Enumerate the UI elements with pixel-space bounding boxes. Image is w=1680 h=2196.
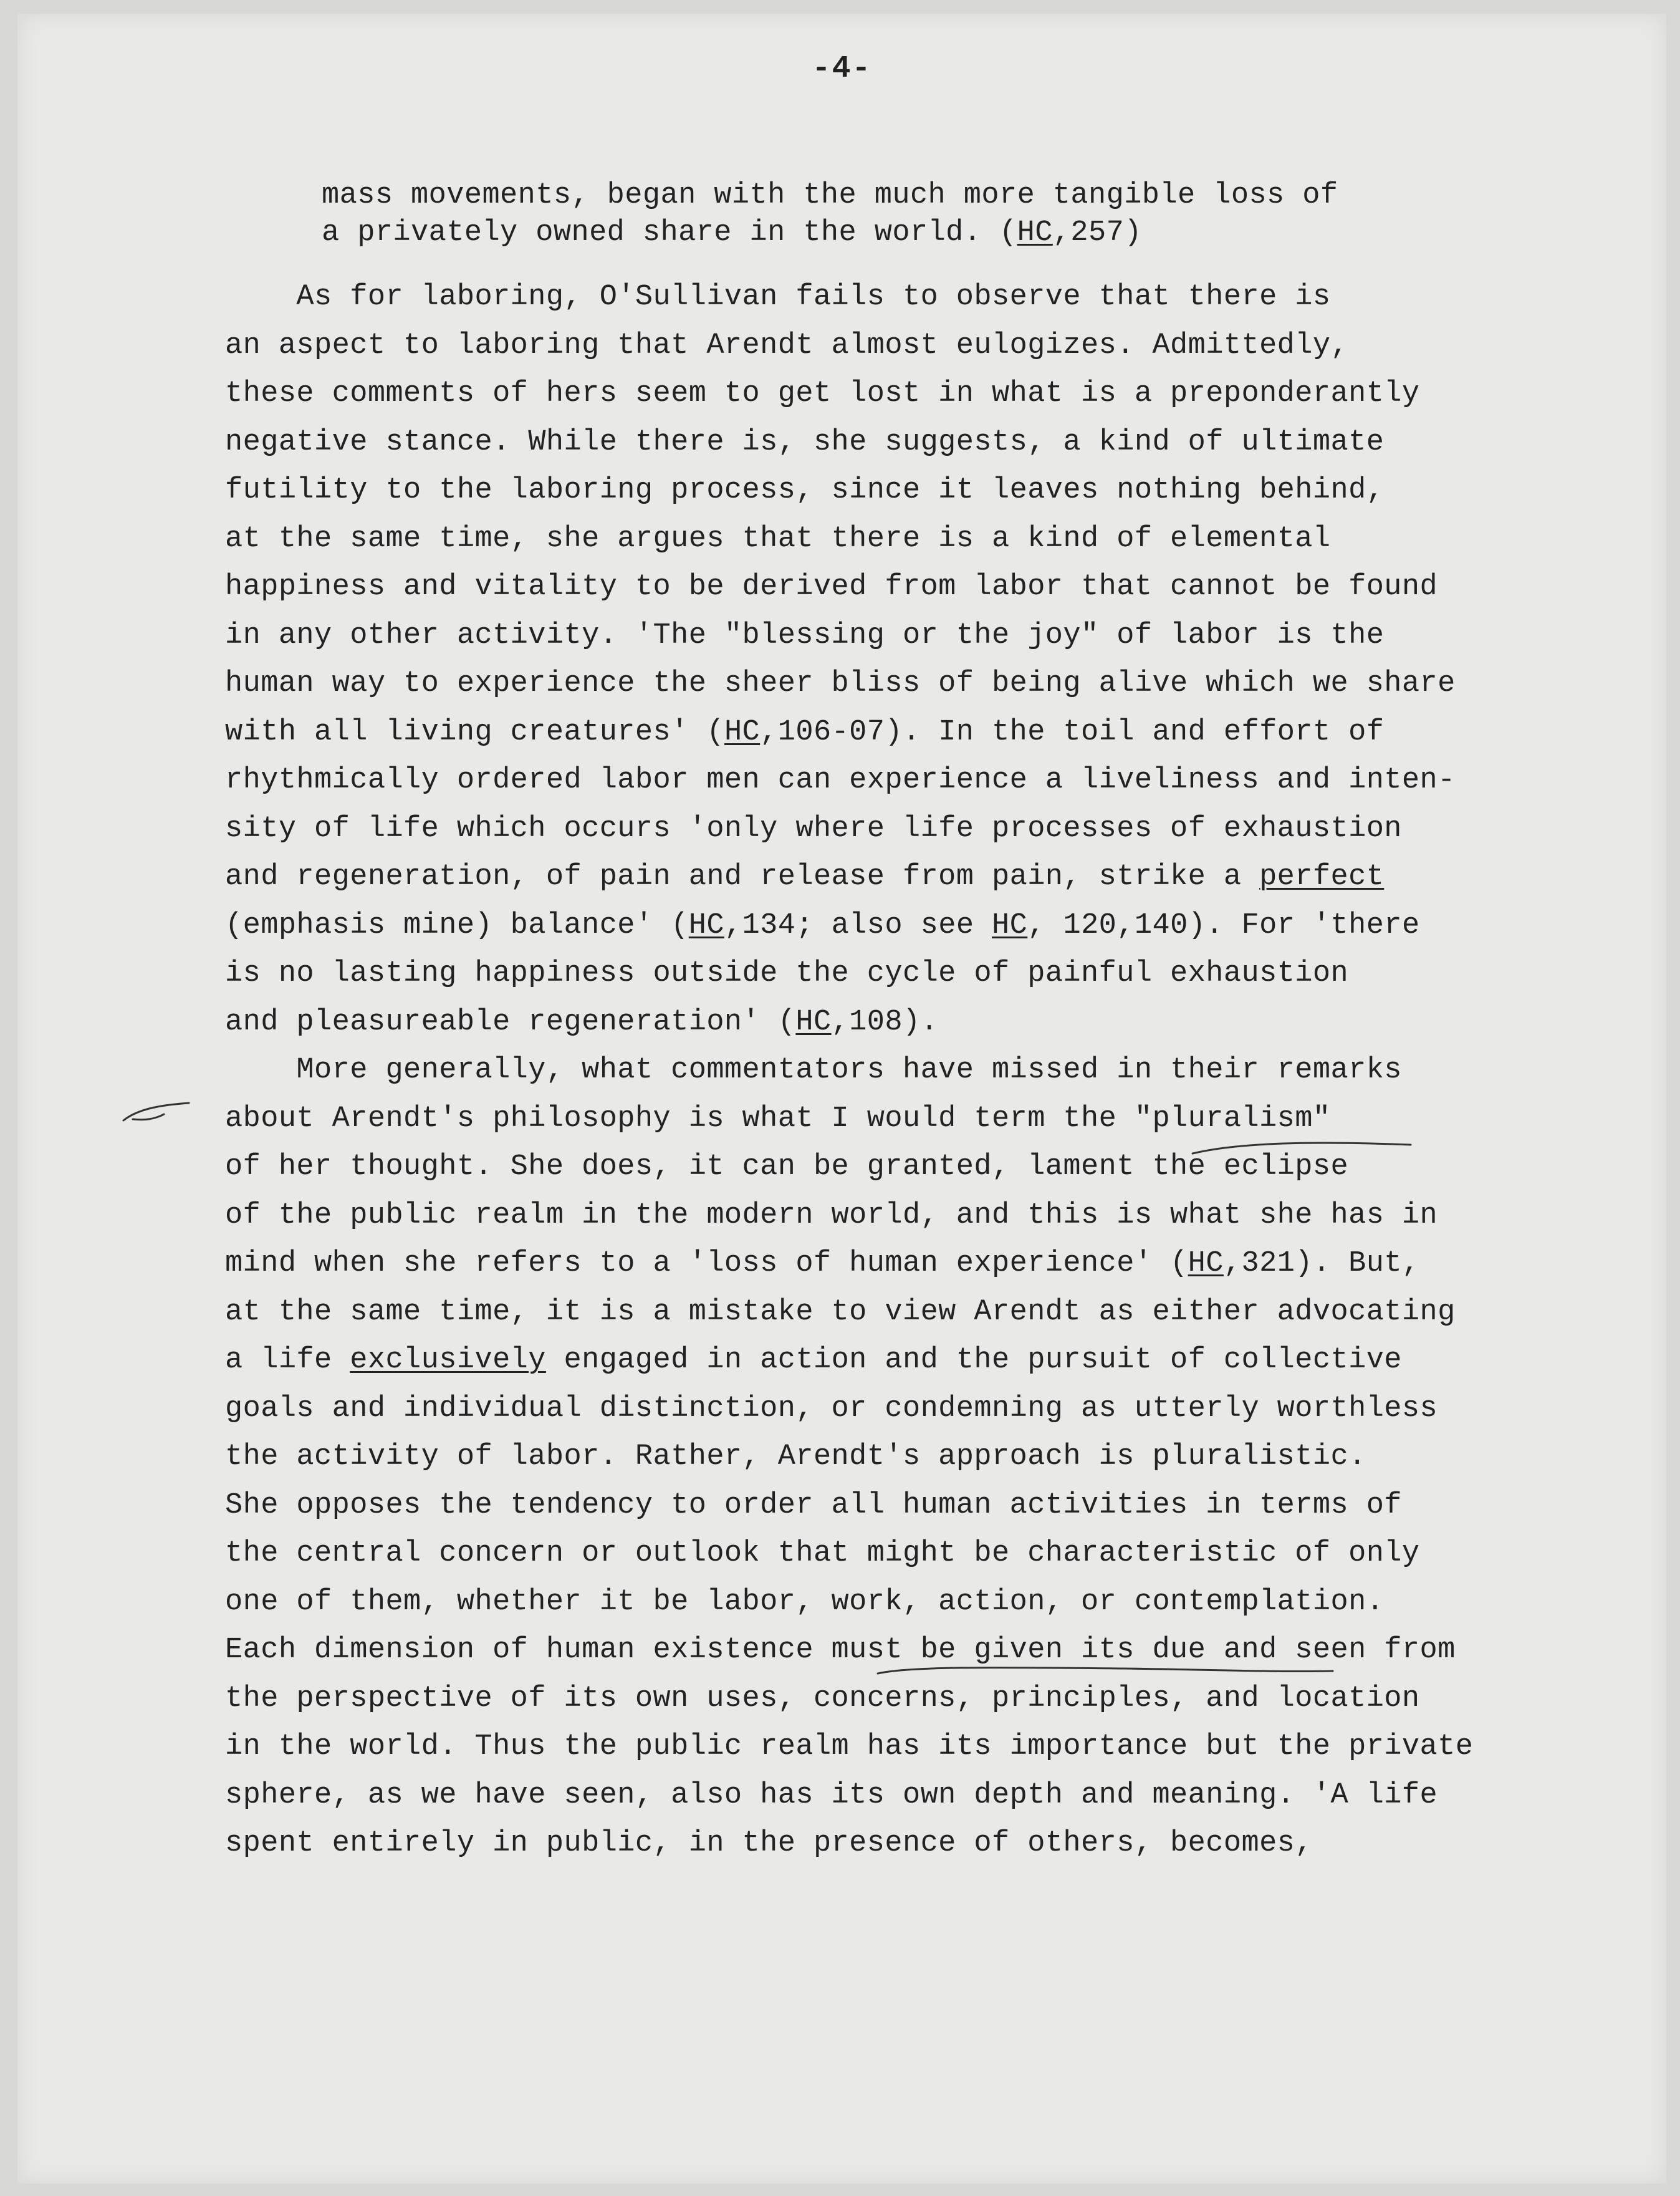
paragraph-line: in the world. Thus the public realm has its importance but the private [225,1730,1474,1763]
pen-underline [1189,1136,1414,1161]
emphasis-perfect: perfect [1259,860,1385,893]
paragraph-line: and pleasureable regeneration' (HC,108). [225,1006,939,1039]
paragraph-line: with all living creatures' (HC,106-07). In the toil and effort of [225,716,1385,749]
margin-checkmark-icon [120,1096,195,1133]
quote-line: mass movements, began with the much more tangible loss of [322,179,1338,212]
paragraph-line: at the same time, she argues that there is a kind of elemental [225,523,1331,556]
paragraph-line: the perspective of its own uses, concerns, principles, and location [225,1682,1420,1715]
paragraph-line: More generally, what commentators have missed in their remarks [225,1054,1402,1087]
paragraph-line: at the same time, it is a mistake to view Arendt as either advocating [225,1296,1456,1329]
paragraph-line: a life exclusively engaged in action and the pursuit of collective [225,1344,1402,1377]
paragraph-line: human way to experience the sheer bliss of being alive which we share [225,667,1456,700]
paragraph-line: is no lasting happiness outside the cycle of painful exhaustion [225,957,1349,990]
paragraph-line: an aspect to laboring that Arendt almost eulogizes. Admittedly, [225,329,1349,362]
page-number: -4- [812,51,872,87]
paragraph-line: She opposes the tendency to order all human activities in terms of [225,1489,1402,1522]
paragraph-line: these comments of hers seem to get lost in what is a preponderantly [225,377,1420,410]
paragraph-line: As for laboring, O'Sullivan fails to observe that there is [225,281,1331,314]
document-page [17,14,1666,2184]
paragraph-line: sity of life which occurs 'only where life processes of exhaustion [225,812,1402,845]
citation-hc: HC [795,1006,832,1039]
paragraph-line: in any other activity. 'The "blessing or the joy" of labor is the [225,619,1385,652]
paragraph-line: about Arendt's philosophy is what I would term the "pluralism" [225,1102,1331,1135]
paragraph-line: mind when she refers to a 'loss of human experience' (HC,321). But, [225,1247,1420,1280]
citation-hc: HC [1188,1247,1224,1280]
pen-underline [875,1660,1336,1685]
paragraph-line: sphere, as we have seen, also has its own depth and meaning. 'A life [225,1779,1438,1812]
paragraph-line: futility to the laboring process, since it leaves nothing behind, [225,474,1385,507]
paragraph-line: spent entirely in public, in the presence of others, becomes, [225,1827,1313,1860]
citation-hc: HC [1017,216,1053,249]
citation-hc: HC [688,909,724,942]
paragraph-line: the activity of labor. Rather, Arendt's approach is pluralistic. [225,1440,1366,1473]
paragraph-line: Each dimension of human existence must be given its due and seen from [225,1634,1456,1667]
paragraph-line: of the public realm in the modern world, and this is what she has in [225,1199,1438,1232]
paragraph-line: of her thought. She does, it can be granted, lament the eclipse [225,1150,1349,1183]
emphasis-exclusively: exclusively [350,1344,546,1377]
citation-hc: HC [992,909,1028,942]
citation-hc: HC [724,716,761,749]
paragraph-line: the central concern or outlook that might be characteristic of only [225,1537,1420,1570]
paragraph-line: and regeneration, of pain and release from pain, strike a perfect [225,860,1385,893]
paragraph-line: goals and individual distinction, or condemning as utterly worthless [225,1392,1438,1425]
paragraph-line: happiness and vitality to be derived from labor that cannot be found [225,571,1438,604]
paragraph-line: rhythmically ordered labor men can experience a liveliness and inten- [225,764,1456,797]
paragraph-line: one of them, whether it be labor, work, action, or contemplation. [225,1586,1385,1619]
paragraph-line: (emphasis mine) balance' (HC,134; also see HC, 120,140). For 'there [225,909,1420,942]
quote-line: a privately owned share in the world. (HC,257) [322,216,1142,249]
paragraph-line: negative stance. While there is, she suggests, a kind of ultimate [225,426,1385,459]
